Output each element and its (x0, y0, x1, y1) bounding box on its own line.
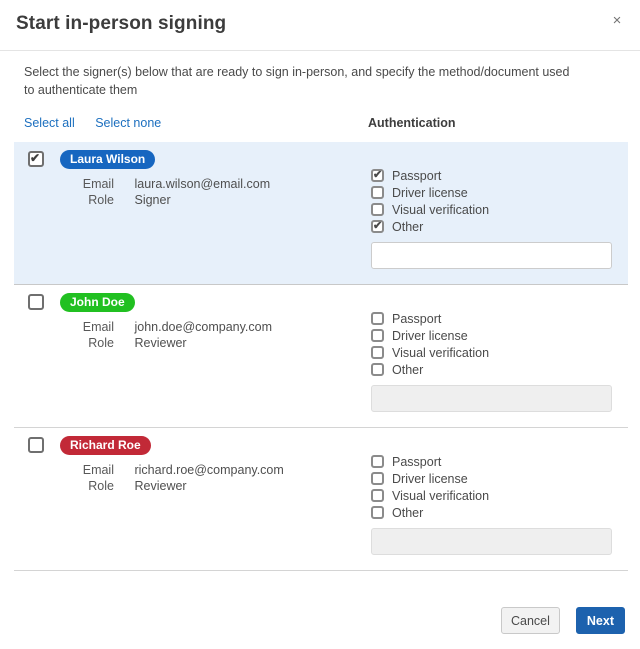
driver-license-checkbox[interactable] (371, 329, 384, 342)
driver-license-checkbox[interactable] (371, 186, 384, 199)
auth-option-visual-verification (371, 487, 612, 504)
dialog-footer (501, 607, 625, 634)
role-label: Role (88, 479, 114, 493)
auth-option-driver-license (371, 470, 612, 487)
signer-name-badge: Laura Wilson (60, 150, 155, 169)
role-value: Signer (134, 193, 171, 207)
visual-verification-label: Visual verification (392, 202, 490, 217)
other-label: Other (392, 505, 424, 520)
passport-label: Passport (392, 311, 442, 326)
signer-row-richard-roe (14, 428, 628, 571)
driver-license-label: Driver license (392, 328, 468, 343)
email-label: Email (82, 463, 114, 477)
email-value: richard.roe@company.com (134, 463, 284, 477)
email-value: laura.wilson@email.com (134, 177, 271, 191)
signer-details (54, 462, 284, 494)
signer-details (54, 319, 272, 351)
email-label: Email (82, 320, 114, 334)
other-method-input[interactable] (371, 242, 612, 269)
cancel-button[interactable]: Cancel (501, 607, 560, 634)
auth-option-passport (371, 310, 612, 327)
other-method-input[interactable] (371, 528, 612, 555)
signer-name-badge: Richard Roe (60, 436, 151, 455)
role-label: Role (88, 336, 114, 350)
passport-label: Passport (392, 168, 442, 183)
role-value: Reviewer (134, 479, 187, 493)
select-none-link[interactable]: Select none (95, 116, 162, 130)
signer-row-laura-wilson (14, 142, 628, 285)
visual-verification-checkbox[interactable] (371, 489, 384, 502)
driver-license-label: Driver license (392, 471, 468, 486)
passport-checkbox[interactable] (371, 455, 384, 468)
other-method-input[interactable] (371, 385, 612, 412)
signer-select-checkbox[interactable] (28, 151, 44, 167)
signer-select-checkbox[interactable] (28, 437, 44, 453)
auth-option-visual-verification (371, 344, 612, 361)
other-label: Other (392, 219, 424, 234)
auth-option-driver-license (371, 327, 612, 344)
passport-checkbox[interactable] (371, 169, 384, 182)
passport-label: Passport (392, 454, 442, 469)
auth-option-passport (371, 453, 612, 470)
dialog-description: Select the signer(s) below that are ready to sign in-person, and specify the method/document used to authenticate them (24, 65, 570, 97)
other-label: Other (392, 362, 424, 377)
visual-verification-checkbox[interactable] (371, 203, 384, 216)
signer-details (54, 176, 270, 208)
auth-option-other (371, 361, 612, 378)
other-checkbox[interactable] (371, 506, 384, 519)
visual-verification-label: Visual verification (392, 488, 490, 503)
other-checkbox[interactable] (371, 363, 384, 376)
authentication-options (371, 167, 612, 269)
auth-option-other (371, 504, 612, 521)
close-icon[interactable]: × (606, 10, 628, 32)
signer-select-checkbox[interactable] (28, 294, 44, 310)
auth-option-visual-verification (371, 201, 612, 218)
authentication-options (371, 453, 612, 555)
email-label: Email (82, 177, 114, 191)
visual-verification-label: Visual verification (392, 345, 490, 360)
auth-option-passport (371, 167, 612, 184)
dialog-header (0, 0, 640, 51)
auth-option-driver-license (371, 184, 612, 201)
driver-license-checkbox[interactable] (371, 472, 384, 485)
authentication-options (371, 310, 612, 412)
selection-links (24, 116, 178, 130)
signer-row-john-doe (14, 285, 628, 428)
next-button[interactable]: Next (576, 607, 625, 634)
role-value: Reviewer (134, 336, 187, 350)
role-label: Role (88, 193, 114, 207)
signer-name-badge: John Doe (60, 293, 135, 312)
other-checkbox[interactable] (371, 220, 384, 233)
passport-checkbox[interactable] (371, 312, 384, 325)
auth-option-other (371, 218, 612, 235)
email-value: john.doe@company.com (134, 320, 273, 334)
visual-verification-checkbox[interactable] (371, 346, 384, 359)
driver-license-label: Driver license (392, 185, 468, 200)
signer-list (14, 142, 628, 571)
select-all-link[interactable]: Select all (24, 116, 75, 130)
dialog-title: Start in-person signing (16, 13, 227, 34)
authentication-column-header: Authentication (368, 116, 456, 130)
